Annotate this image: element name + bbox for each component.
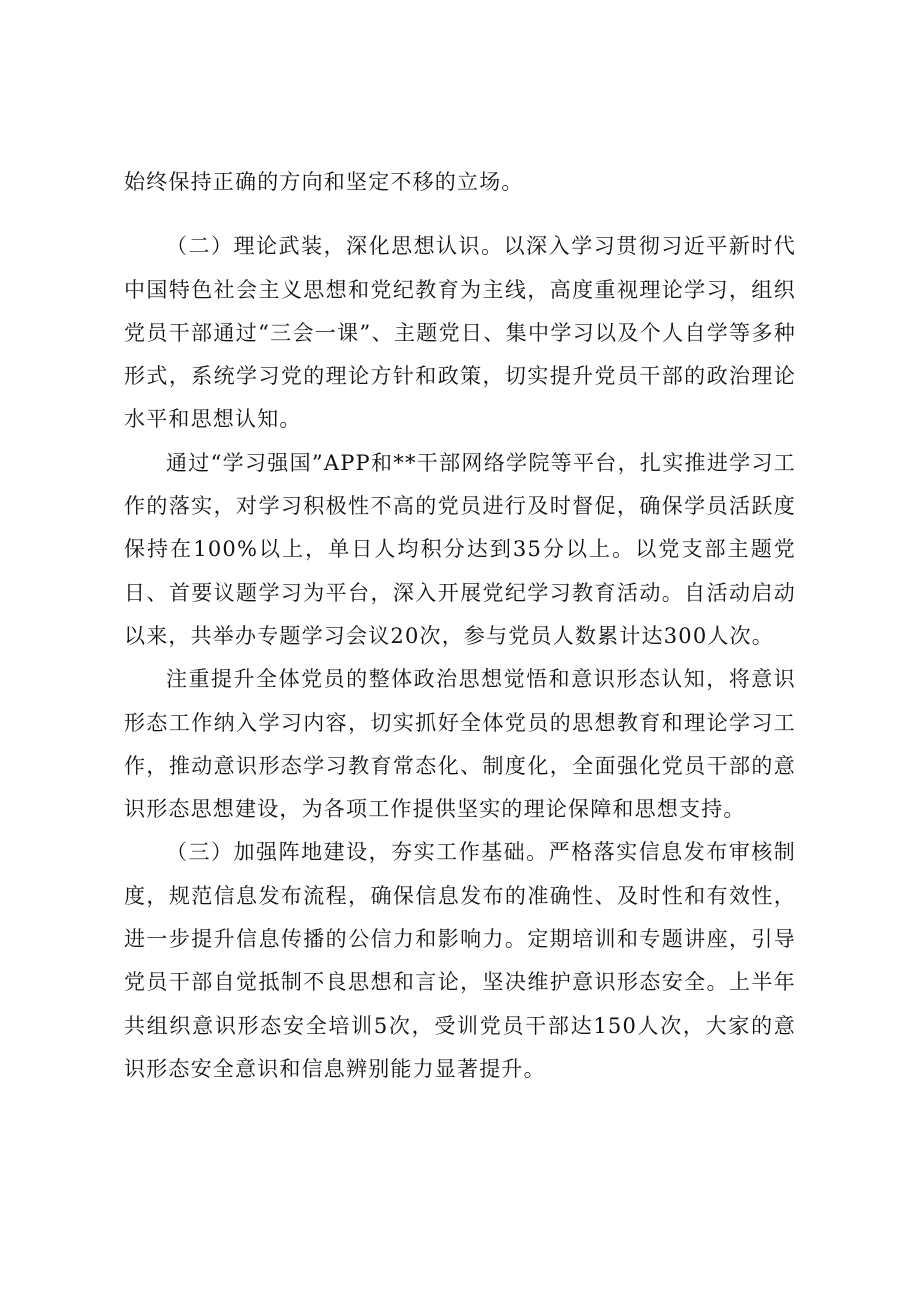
paragraph-section-3-heading: （三）加强阵地建设，夯实工作基础。严格落实信息发布审核制度，规范信息发布流程，确保信息发布的准确性、及时性和有效性，进一步提升信息传播的公信力和影响力。定期培训和专题讲座，引导党员干部自觉抵制不良思想和言论，坚决维护意识形态安全。上半年共组织意识形态安全培训5次，受训党员干部达150人次，大家的意识形态安全意识和信息辨别能力显著提升。	[124, 840, 796, 1081]
paragraph-section-2-heading: （二）理论武装，深化思想认识。以深入学习贯彻习近平新时代中国特色社会主义思想和党纪教育为主线，高度重视理论学习，组织党员干部通过“三会一课”、主题党日、集中学习以及个人自学等多种形式，系统学习党的理论方针和政策，切实提升党员干部的政治理论水平和思想认知。	[124, 234, 796, 432]
document-body	[124, 161, 796, 1091]
paragraph-study-platform: 通过“学习强国”APP和**干部网络学院等平台，扎实推进学习工作的落实，对学习积极性不高的党员进行及时督促，确保学员活跃度保持在100%以上，单日人均积分达到35分以上。以党支部主题党日、首要议题学习为平台，深入开展党纪学习教育活动。自活动启动以来，共举办专题学习会议20次，参与党员人数累计达300人次。	[124, 450, 796, 648]
paragraph-continuation: 始终保持正确的方向和坚定不移的立场。	[124, 170, 524, 194]
paragraph-ideology-awareness: 注重提升全体党员的整体政治思想觉悟和意识形态认知，将意识形态工作纳入学习内容，切实抓好全体党员的思想教育和理论学习工作，推动意识形态学习教育常态化、制度化，全面强化党员干部的意识形态思想建设，为各项工作提供坚实的理论保障和思想支持。	[124, 667, 796, 822]
